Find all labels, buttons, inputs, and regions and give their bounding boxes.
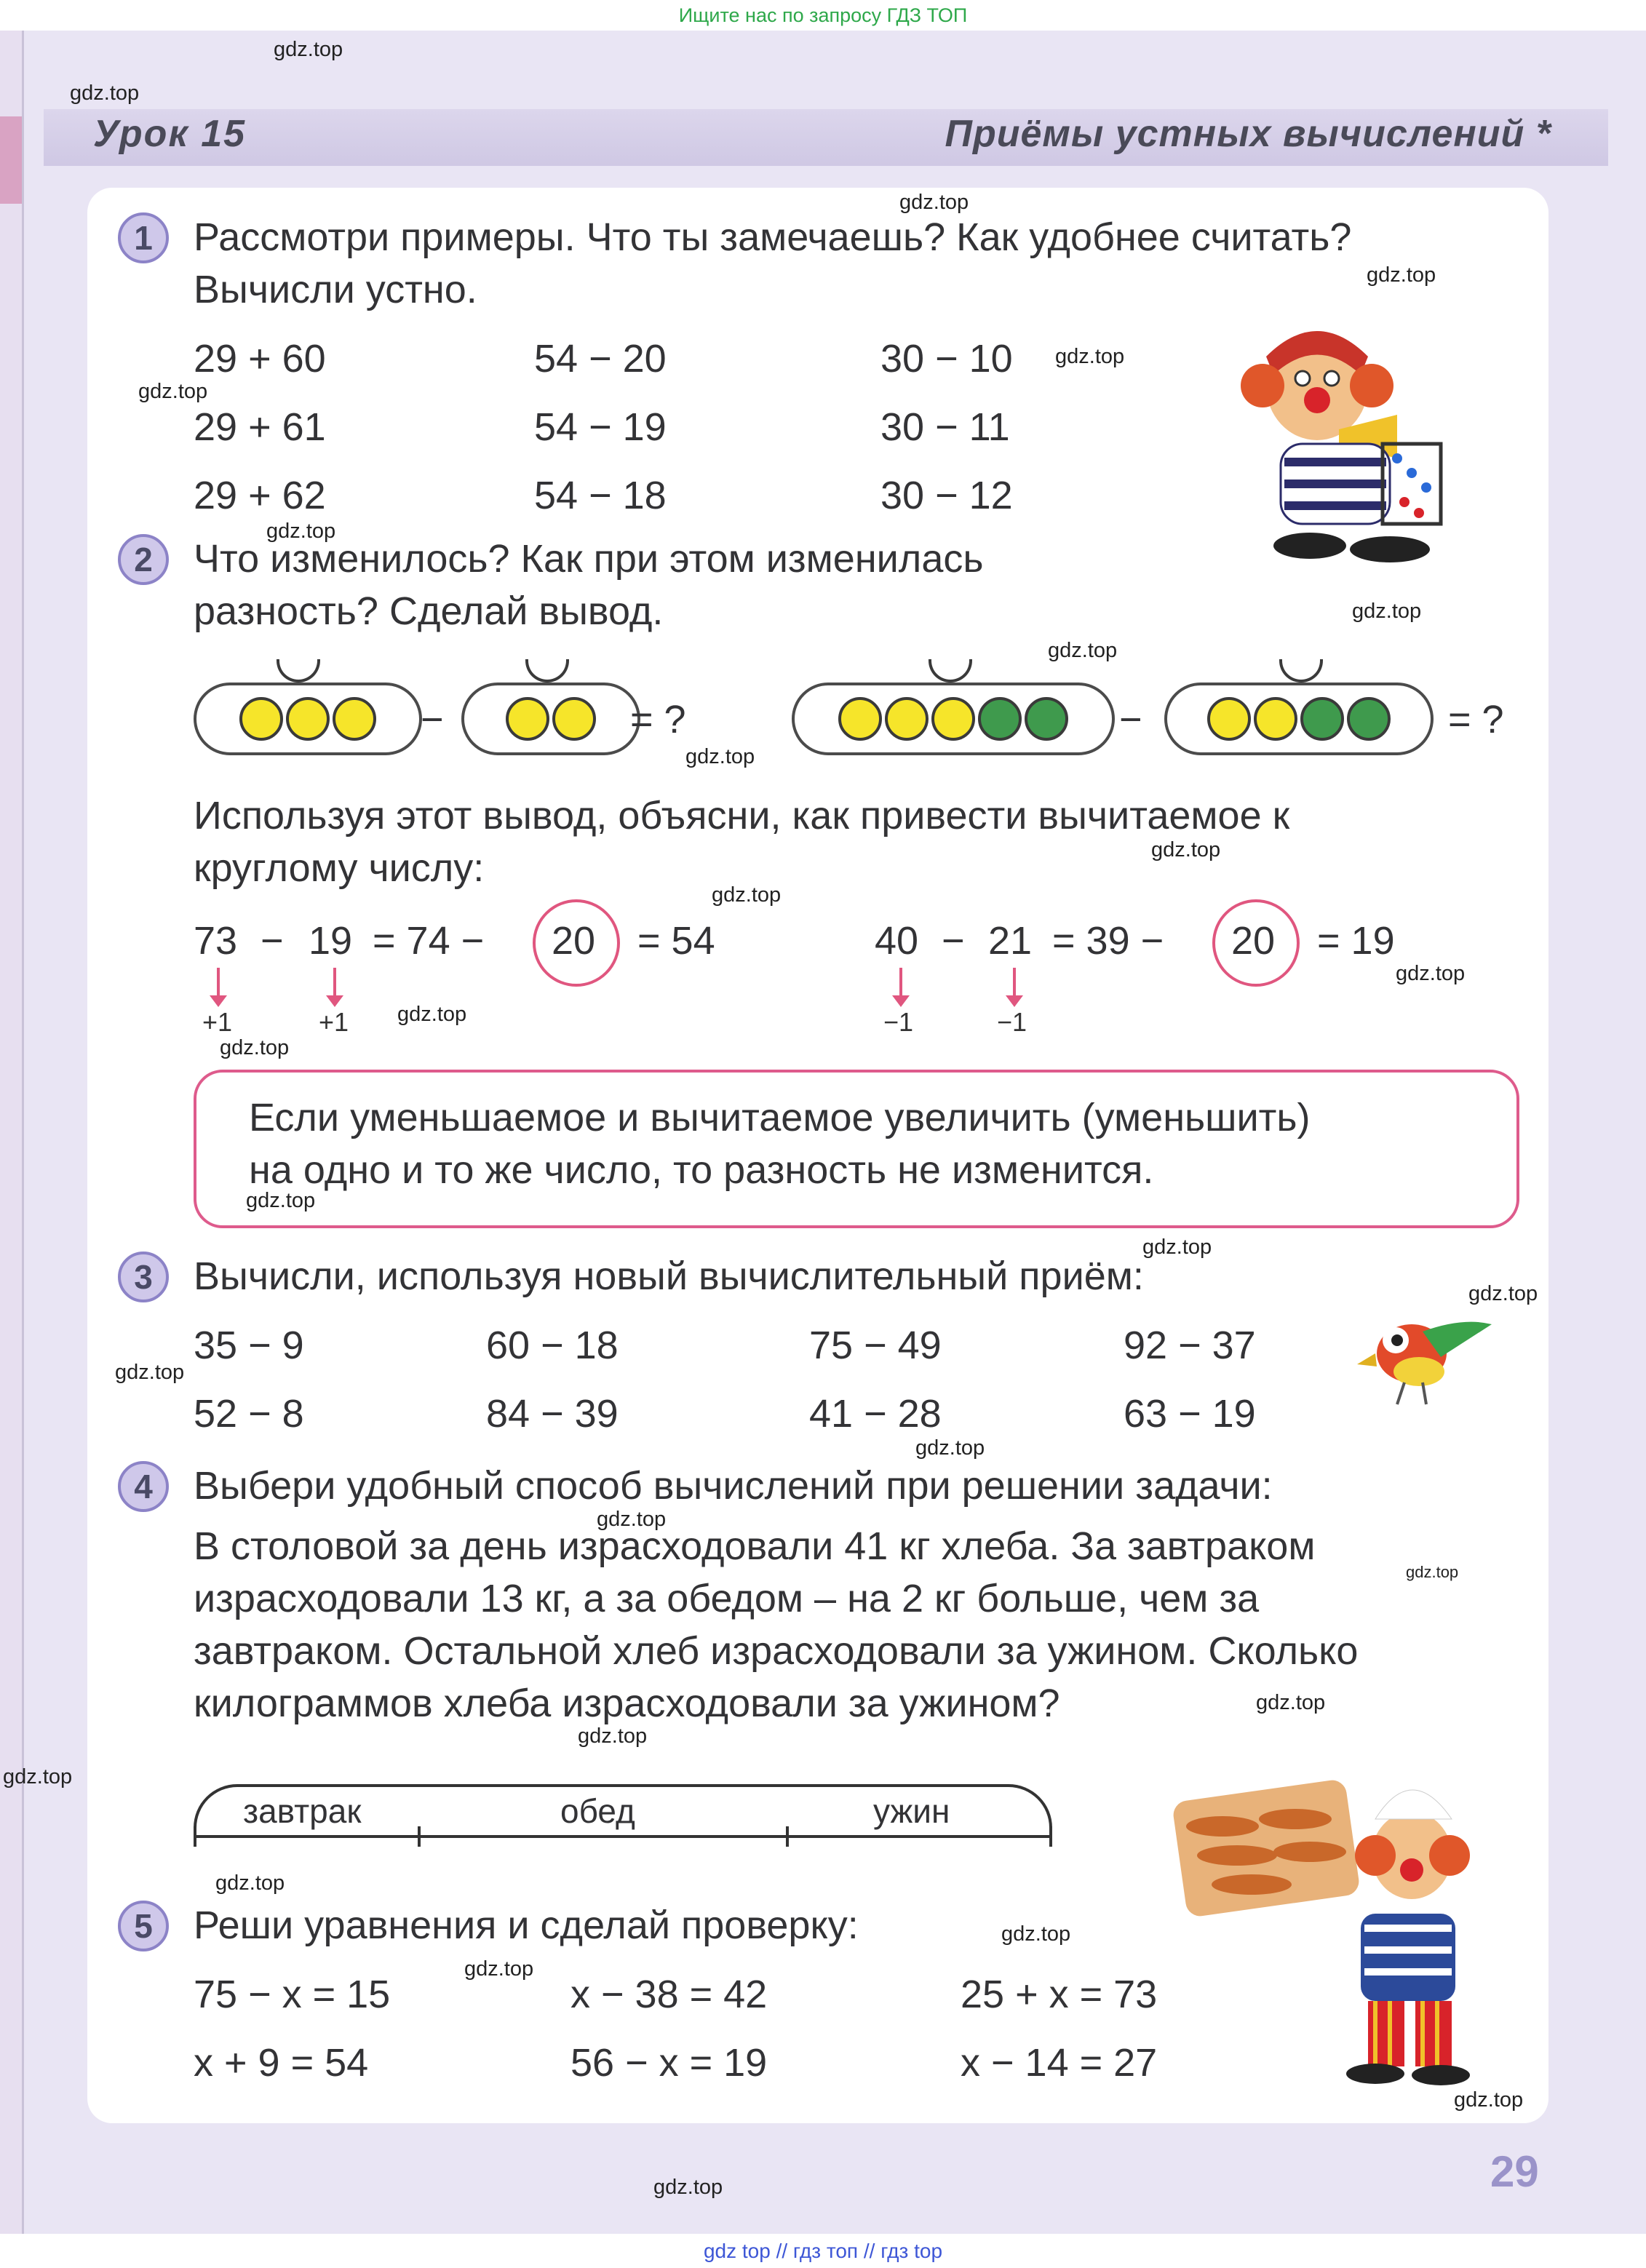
watermark: gdz.top: [685, 745, 755, 768]
watermark: gdz.top: [1406, 1563, 1459, 1581]
ex2-minuend: 40: [875, 919, 919, 963]
task5-equation: 75 − x = 15: [194, 1973, 391, 2016]
watermark: gdz.top: [915, 1436, 985, 1460]
yellow-dot: [885, 697, 929, 741]
down-arrow-icon: [1013, 968, 1016, 998]
clown-abacus-illustration: [1230, 306, 1506, 582]
watermark: gdz.top: [266, 520, 336, 543]
ex1-result: = 54: [637, 919, 715, 963]
segment-label-breakfast: завтрак: [243, 1792, 362, 1830]
task2-explain-line1: Используя этот вывод, объясни, как привести вычитаемое к: [194, 794, 1290, 837]
watermark: gdz.top: [115, 1361, 185, 1384]
equals-question: = ?: [1448, 698, 1504, 741]
task4-problem-line: килограммов хлеба израсходовали за ужином?: [194, 1682, 1060, 1725]
yellow-dot: [931, 697, 975, 741]
spine-marker: [0, 116, 22, 204]
ex2-eq: = 39 −: [1052, 919, 1164, 963]
green-dot: [978, 697, 1022, 741]
dot-group-2-yellow-2-green: [1164, 683, 1434, 755]
task3-expr: 52 − 8: [194, 1392, 304, 1436]
task1-expr: 29 + 60: [194, 337, 326, 381]
task1-text-line2: Вычисли устно.: [194, 268, 477, 311]
down-arrow-icon: [333, 968, 336, 998]
task3-expr: 92 − 37: [1124, 1324, 1256, 1367]
topic-title: Приёмы устных вычислений *: [945, 113, 1551, 155]
page-number: 29: [1490, 2147, 1539, 2196]
watermark: gdz.top: [653, 2176, 723, 2199]
ex2-delta: −1: [997, 1007, 1027, 1037]
segment-tick: [786, 1826, 789, 1847]
watermark: gdz.top: [1396, 962, 1466, 985]
ex2-round: 20: [1231, 919, 1276, 963]
task3-expr: 84 − 39: [486, 1392, 619, 1436]
task2-explain-line2: круглому числу:: [194, 846, 485, 890]
task-number-2: 2: [118, 534, 169, 585]
green-dot: [1347, 697, 1391, 741]
bird-illustration: [1353, 1302, 1499, 1419]
segment-label-lunch: обед: [560, 1792, 635, 1830]
task1-expr: 30 − 12: [880, 474, 1013, 517]
down-arrow-icon: [899, 968, 902, 998]
ex1-delta: +1: [202, 1007, 233, 1037]
task2-text-line1: Что изменилось? Как при этом изменилась: [194, 537, 984, 581]
yellow-dot: [506, 697, 549, 741]
task3-expr: 41 − 28: [809, 1392, 942, 1436]
ex2-op: −: [942, 919, 965, 963]
watermark: gdz.top: [1151, 838, 1221, 862]
watermark: gdz.top: [3, 1765, 73, 1788]
yellow-dot: [838, 697, 882, 741]
task4-problem-line: В столовой за день израсходовали 41 кг хлеба. За завтраком: [194, 1524, 1316, 1568]
yellow-dot: [1254, 697, 1297, 741]
watermark: gdz.top: [1367, 263, 1436, 287]
watermark: gdz.top: [712, 883, 782, 907]
ex1-eq: = 74 −: [373, 919, 485, 963]
ex1-op: −: [261, 919, 284, 963]
task-number-5: 5: [118, 1901, 169, 1951]
yellow-dot: [239, 697, 283, 741]
task4-text: Выбери удобный способ вычислений при решении задачи:: [194, 1464, 1273, 1508]
rule-line2: на одно и то же число, то разность не изменится.: [249, 1148, 1154, 1192]
task5-equation: 56 − x = 19: [570, 2041, 768, 2085]
task3-expr: 63 − 19: [1124, 1392, 1256, 1436]
down-arrow-icon: [217, 968, 220, 998]
green-dot: [1025, 697, 1068, 741]
bottom-watermark: gdz top // гдз топ // гдз top: [0, 2234, 1646, 2268]
task5-text: Реши уравнения и сделай проверку:: [194, 1903, 859, 1947]
task3-text: Вычисли, используя новый вычислительный приём:: [194, 1254, 1144, 1298]
ex1-subtrahend: 19: [309, 919, 353, 963]
lesson-title: Урок 15: [93, 113, 247, 155]
watermark: gdz.top: [1256, 1691, 1326, 1714]
watermark: gdz.top: [1142, 1236, 1212, 1259]
watermark: gdz.top: [1468, 1282, 1538, 1305]
task1-expr: 54 − 20: [534, 337, 667, 381]
top-watermark: Ищите нас по запросу ГДЗ ТОП: [0, 0, 1646, 31]
task1-expr: 29 + 62: [194, 474, 326, 517]
task1-expr: 54 − 18: [534, 474, 667, 517]
equals-question: = ?: [630, 698, 686, 741]
task3-expr: 60 − 18: [486, 1324, 619, 1367]
watermark: gdz.top: [1454, 2088, 1524, 2112]
task5-equation: x + 9 = 54: [194, 2041, 369, 2085]
watermark: gdz.top: [1352, 600, 1422, 623]
yellow-dot: [552, 697, 596, 741]
ex1-round: 20: [552, 919, 596, 963]
task1-expr: 30 − 10: [880, 337, 1013, 381]
segment-tick: [418, 1826, 421, 1847]
minus-sign: −: [421, 698, 444, 741]
dot-group-3-yellow: [194, 683, 422, 755]
watermark: gdz.top: [1001, 1922, 1071, 1946]
task-number-3: 3: [118, 1252, 169, 1302]
watermark: gdz.top: [138, 380, 208, 403]
watermark: gdz.top: [246, 1189, 316, 1212]
ex2-result: = 19: [1317, 919, 1395, 963]
yellow-dot: [333, 697, 376, 741]
task3-expr: 75 − 49: [809, 1324, 942, 1367]
green-dot: [1300, 697, 1344, 741]
segment-label-dinner: ужин: [873, 1792, 950, 1830]
task5-equation: 25 + x = 73: [961, 1973, 1158, 2016]
yellow-dot: [1207, 697, 1251, 741]
segment-tick: [1049, 1826, 1052, 1847]
task1-expr: 30 − 11: [880, 405, 1010, 449]
task-number-1: 1: [118, 212, 169, 263]
watermark: gdz.top: [578, 1724, 648, 1748]
task2-text-line2: разность? Сделай вывод.: [194, 589, 664, 633]
rule-line1: Если уменьшаемое и вычитаемое увеличить (уменьшить): [249, 1096, 1311, 1139]
yellow-dot: [286, 697, 330, 741]
task1-expr: 29 + 61: [194, 405, 326, 449]
task5-equation: x − 14 = 27: [961, 2041, 1158, 2085]
watermark: gdz.top: [1055, 345, 1125, 368]
clown-bread-illustration: [1164, 1746, 1514, 2096]
page-spine: [0, 29, 24, 2241]
segment-tick: [194, 1826, 196, 1847]
ex1-delta: +1: [319, 1007, 349, 1037]
task1-text-line1: Рассмотри примеры. Что ты замечаешь? Как удобнее считать?: [194, 215, 1352, 259]
ex1-minuend: 73: [194, 919, 238, 963]
dot-group-2-yellow: [461, 683, 640, 755]
minus-sign: −: [1119, 698, 1142, 741]
watermark: gdz.top: [464, 1957, 534, 1981]
watermark: gdz.top: [215, 1871, 285, 1895]
ex2-delta: −1: [883, 1007, 914, 1037]
watermark: gdz.top: [274, 38, 343, 61]
ex2-subtrahend: 21: [988, 919, 1033, 963]
watermark: gdz.top: [899, 191, 969, 214]
task5-equation: x − 38 = 42: [570, 1973, 768, 2016]
watermark: gdz.top: [397, 1003, 467, 1026]
watermark: gdz.top: [1048, 639, 1118, 662]
watermark: gdz.top: [220, 1036, 290, 1059]
task1-expr: 54 − 19: [534, 405, 667, 449]
watermark: gdz.top: [597, 1508, 667, 1531]
task4-problem-line: завтраком. Остальной хлеб израсходовали за ужином. Сколько: [194, 1629, 1359, 1673]
dot-group-3-yellow-2-green: [792, 683, 1115, 755]
watermark: gdz.top: [70, 81, 140, 105]
segment-line: [194, 1835, 1052, 1838]
task-number-4: 4: [118, 1461, 169, 1512]
task3-expr: 35 − 9: [194, 1324, 304, 1367]
task4-problem-line: израсходовали 13 кг, а за обедом – на 2 кг больше, чем за: [194, 1577, 1260, 1620]
